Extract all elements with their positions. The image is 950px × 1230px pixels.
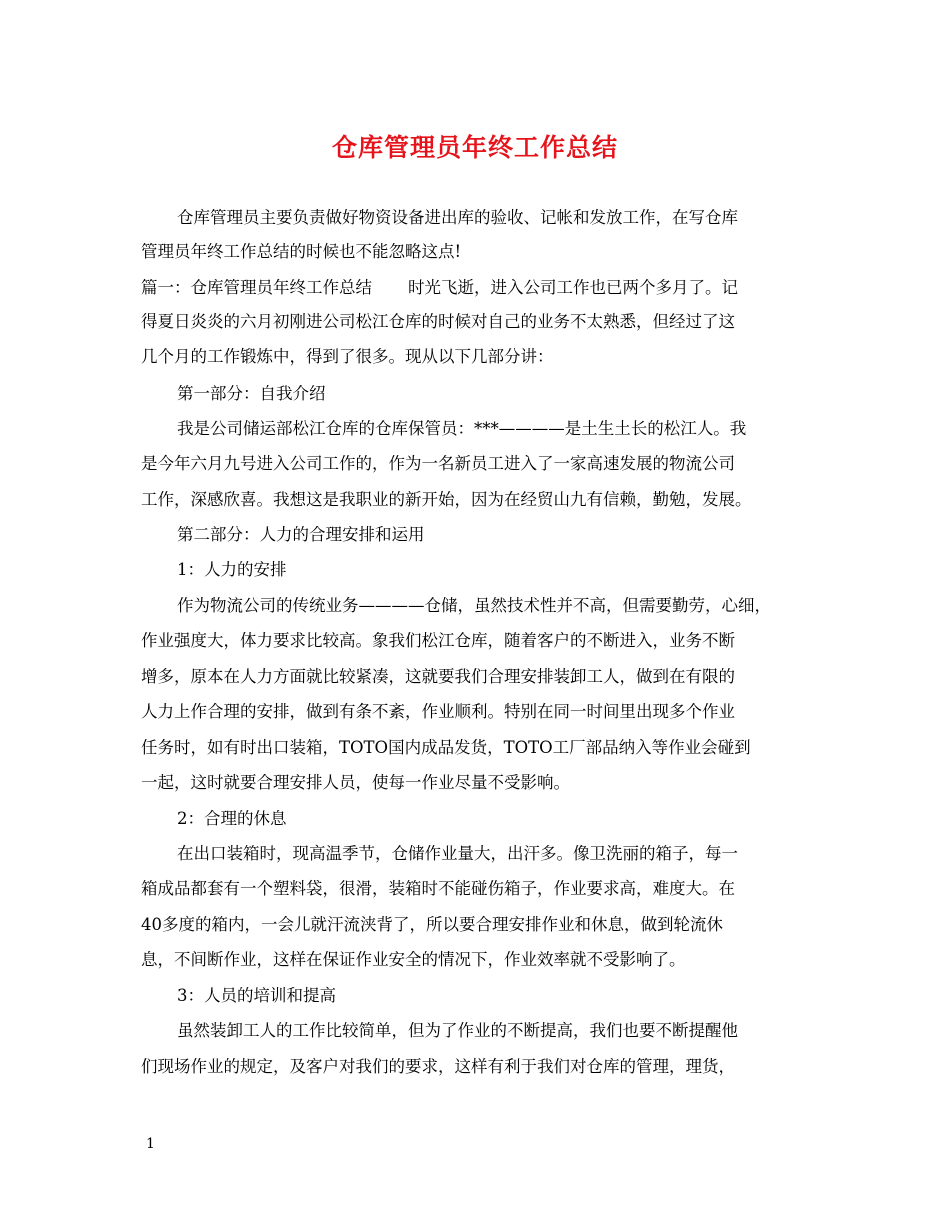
text-line: 增多，原本在人力方面就比较紧凑，这就要我们合理安排装卸工人，做到在有限的 <box>141 667 735 686</box>
text-line: 仓库管理员主要负责做好物资设备进出库的验收、记帐和发放工作，在写仓库 <box>177 208 738 227</box>
document-title: 仓库管理员年终工作总结 <box>331 133 618 162</box>
section-heading: 篇一：仓库管理员年终工作总结 <box>141 278 372 297</box>
text-line-split <box>141 277 738 299</box>
subheading: 1：人力的安排 <box>177 560 287 579</box>
text-fragment: 时光飞逝，进入公司工作也已两个多月了。记 <box>408 278 738 297</box>
text-line: 息，不间断作业，这样在保证作业安全的情况下，作业效率就不受影响了。 <box>141 950 686 969</box>
text-line: 得夏日炎炎的六月初刚进公司松江仓库的时候对自己的业务不太熟悉，但经过了这 <box>141 312 735 331</box>
text-line: 我是公司储运部松江仓库的仓库保管员：***————是土生土长的松江人。我 <box>177 419 747 438</box>
text-line: 们现场作业的规定，及客户对我们的要求，这样有利于我们对仓库的管理，理货， <box>141 1057 735 1076</box>
text-line: 在出口装箱时，现高温季节，仓储作业量大，出汗多。像卫洗丽的箱子，每一 <box>177 844 738 863</box>
subheading: 第一部分：自我介绍 <box>177 384 326 403</box>
text-line: 人力上作合理的安排，做到有条不紊，作业顺利。特别在同一时间里出现多个作业 <box>141 702 735 721</box>
text-line: 是今年六月九号进入公司工作的，作为一名新员工进入了一家高速发展的物流公司 <box>141 454 735 473</box>
text-line: 工作，深感欣喜。我想这是我职业的新开始，因为在经贸山九有信赖，勤勉，发展。 <box>141 490 752 509</box>
text-line: 作为物流公司的传统业务————仓储，虽然技术性并不高，但需要勤劳，心细， <box>177 596 771 615</box>
subheading: 2：合理的休息 <box>177 809 287 828</box>
text-line: 作业强度大，体力要求比较高。象我们松江仓库，随着客户的不断进入，业务不断 <box>141 631 735 650</box>
text-line: 几个月的工作锻炼中，得到了很多。现从以下几部分讲： <box>141 347 554 366</box>
page-number: 1 <box>146 1136 155 1152</box>
text-line: 任务时，如有时出口装箱，TOTO国内成品发货，TOTO工厂部品纳入等作业会碰到 <box>141 738 751 757</box>
text-line: 管理员年终工作总结的时候也不能忽略这点! <box>141 242 462 261</box>
text-line: 虽然装卸工人的工作比较简单，但为了作业的不断提高，我们也要不断提醒他 <box>177 1021 738 1040</box>
subheading: 3：人员的培训和提高 <box>177 986 336 1005</box>
subheading: 第二部分：人力的合理安排和运用 <box>177 525 425 544</box>
text-line: 一起，这时就要合理安排人员，使每一作业尽量不受影响。 <box>141 773 570 792</box>
text-line: 箱成品都套有一个塑料袋，很滑，装箱时不能碰伤箱子，作业要求高，难度大。在 <box>141 879 735 898</box>
text-line: 40多度的箱内，一会儿就汗流浃背了，所以要合理安排作业和休息，做到轮流休 <box>141 915 723 934</box>
